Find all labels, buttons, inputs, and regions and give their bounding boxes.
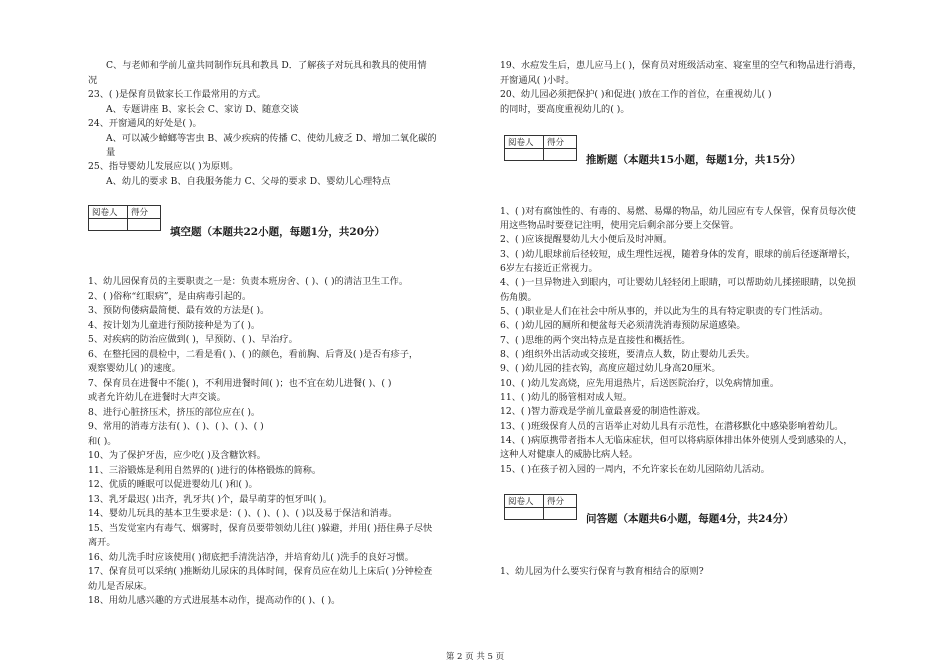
judge-section-title: 推断题（本题共15小题，每题1分，共15分） xyxy=(586,154,802,166)
fill-line: 13、乳牙最迟( )出齐，乳牙共( )个，最早萌芽的恒牙叫( )。 xyxy=(88,494,333,505)
score-label: 得分 xyxy=(544,136,577,149)
fill-line: 开窗通风( )小时。 xyxy=(500,75,575,86)
fill-line: 观察婴幼儿( )的速度。 xyxy=(88,363,181,374)
fill-line: 幼儿是否尿床。 xyxy=(88,581,153,592)
qa-section-title: 问答题（本题共6小题，每题4分，共24分） xyxy=(586,513,794,525)
fill-line: 14、婴幼儿玩具的基本卫生要求是：( )、( )、( )、( )以及易于保洁和消毒。 xyxy=(88,508,398,519)
score-label: 得分 xyxy=(128,206,161,219)
fill-line: 18、用幼儿感兴趣的方式进展基本动作，提高动作的( )、( )。 xyxy=(88,595,341,606)
fill-line: 9、常用的消毒方法有( )、( )、( )、( )、( ) xyxy=(88,421,264,432)
option-line: 况 xyxy=(88,75,98,86)
score-cell xyxy=(128,219,161,231)
page-footer: 第 2 页 共 5 页 xyxy=(445,652,505,662)
fill-line: 或者允许幼儿在进餐时大声交谈。 xyxy=(88,392,226,403)
score-cell xyxy=(544,508,577,520)
judge-line: 6、( )幼儿园的厕所和便盆每天必须清洗消毒预防尿道感染。 xyxy=(500,320,746,331)
fill-line: 8、进行心脏挤压术，挤压的部位应在( )。 xyxy=(88,407,261,418)
fill-line: 6、在整托园的晨检中，二看是看( )、( )的颜色，看前胸、后背及( )是否有疹子， xyxy=(88,349,419,360)
score-box xyxy=(88,205,161,231)
grader-label: 阅卷人 xyxy=(89,206,128,219)
grader-label: 阅卷人 xyxy=(505,136,544,149)
judge-line: 1、( )对有腐蚀性的、有毒的、易燃、易爆的物品，幼儿园应有专人保管，保育员每次使 xyxy=(500,206,856,217)
option-line: 量 xyxy=(106,147,116,158)
fill-line: 7、保育员在进餐中不能( )，不利用进餐时间( )；也不宜在幼儿进餐( )、( ) xyxy=(88,378,392,389)
judge-line: 10、( )幼儿发高烧，应先用退热片，后送医院治疗，以免病情加重。 xyxy=(500,378,780,389)
fill-line: 的同时，要高度重视幼儿的( )。 xyxy=(500,104,630,115)
fill-line: 11、三浴锻炼是利用自然界的( )进行的体格锻炼的简称。 xyxy=(88,465,322,476)
option-line: A、专题讲座 B、家长会 C、家访 D、随意交谈 xyxy=(106,104,299,115)
fill-line: 16、幼儿洗手时应该使用( )彻底把手清洗洁净，并培育幼儿( )洗手的良好习惯。 xyxy=(88,552,414,563)
option-line: C、与老师和学前儿童共同制作玩具和教具 D．了解孩子对玩具和教具的使用情 xyxy=(106,60,427,71)
grader-cell xyxy=(89,219,128,231)
judge-line: 9、( )幼儿园的挂衣钩，高度应超过幼儿身高20厘米。 xyxy=(500,363,721,374)
fill-line: 1、幼儿园保育员的主要职责之一是：负责本班房舍、( )、( )的清洁卫生工作。 xyxy=(88,276,409,287)
question-line: 24、开窗通风的好处是( )。 xyxy=(88,118,202,129)
judge-line: 12、( )智力游戏是学前儿童最喜爱的制造性游戏。 xyxy=(500,406,706,417)
option-line: A、可以减少蟑螂等害虫 B、减少疾病的传播 C、使幼儿疲乏 D、增加二氧化碳的 xyxy=(106,133,437,144)
score-label: 得分 xyxy=(544,495,577,508)
score-cell xyxy=(544,149,577,161)
judge-line: 2、( )应该提醒婴幼儿大小便后及时冲厕。 xyxy=(500,234,673,245)
qa-line: 1、幼儿园为什么要实行保育与教育相结合的原则? xyxy=(500,566,704,577)
score-box xyxy=(504,494,577,520)
judge-line: 7、( )思维的两个突出特点是直接性和概括性。 xyxy=(500,335,691,346)
fill-line: 3、预防佝偻病最简便、最有效的方法是( )。 xyxy=(88,305,270,316)
grader-label: 阅卷人 xyxy=(505,495,544,508)
fill-line: 19、水痘发生后，患儿应马上( )，保育员对班级活动室、寝室里的空气和物品进行消毒， xyxy=(500,60,862,71)
judge-line: 3、( )幼儿眼球前后径较短，成生理性远视，随着身体的发育，眼球的前后径逐渐增长， xyxy=(500,249,856,260)
fill-line: 17、保育员可以采纳( )推断幼儿尿床的具体时间，保育员应在幼儿上床后( )分钟检查 xyxy=(88,566,433,577)
judge-line: 5、( )职业是人们在社会中所从事的，并以此为生的具有特定职责的专门性活动。 xyxy=(500,306,829,317)
judge-line: 14、( )病原携带者指本人无临床症状，但可以将病原体排出体外使别人受到感染的人， xyxy=(500,435,853,446)
fill-line: 和( )。 xyxy=(88,436,117,447)
judge-line: 11、( )幼儿的肠管相对成人短。 xyxy=(500,392,633,403)
judge-line: 4、( )一旦异物进入到眼内，可让婴幼儿轻轻闭上眼睛，可以帮助幼儿揉搓眼睛，以免损 xyxy=(500,277,856,288)
judge-line: 这种人对健康人的威胁比病人轻。 xyxy=(500,449,638,460)
grader-cell xyxy=(505,149,544,161)
question-line: 25、指导婴幼儿发展应以( )为原则。 xyxy=(88,161,239,172)
fill-line: 12、优质的睡眠可以促进婴幼儿( )和( )。 xyxy=(88,479,258,490)
judge-line: 6岁左右接近正常视力。 xyxy=(500,263,598,274)
question-line: 23、( )是保育员做家长工作最常用的方式。 xyxy=(88,89,266,100)
fill-section-title: 填空题（本题共22小题，每题1分，共20分） xyxy=(170,226,386,238)
judge-line: 伤角膜。 xyxy=(500,292,537,303)
fill-line: 10、为了保护牙齿，应少吃( )及含糖饮料。 xyxy=(88,450,266,461)
judge-line: 用这些物品时要登记注明，使用完后剩余部分要上交保管。 xyxy=(500,220,739,231)
fill-line: 5、对疾病的防治应做到( )，早预防、( )、早治疗。 xyxy=(88,334,298,345)
fill-line: 4、按计划为儿童进行预防接种是为了( )。 xyxy=(88,320,261,331)
fill-line: 2、( )俗称“红眼病”，是由病毒引起的。 xyxy=(88,291,252,302)
option-line: A、幼儿的要求 B、自我服务能力 C、父母的要求 D、婴幼儿心理特点 xyxy=(106,176,391,187)
score-box xyxy=(504,135,577,161)
judge-line: 15、( )在孩子初入园的一周内，不允许家长在幼儿园陪幼儿活动。 xyxy=(500,464,770,475)
fill-line: 15、当发觉室内有毒气、烟雾时，保育员要带领幼儿往( )躲避，并用( )捂住鼻子尽快 xyxy=(88,523,433,534)
fill-line: 离开。 xyxy=(88,537,116,548)
judge-line: 13、( )班级保育人员的言语举止对幼儿具有示范性，在潜移默化中感染影响着幼儿。 xyxy=(500,421,844,432)
judge-line: 8、( )组织外出活动或交接班，要清点人数，防止婴幼儿丢失。 xyxy=(500,349,755,360)
grader-cell xyxy=(505,508,544,520)
fill-line: 20、幼儿园必须把保护( )和促进( )放在工作的首位，在重视幼儿( ) xyxy=(500,89,772,100)
